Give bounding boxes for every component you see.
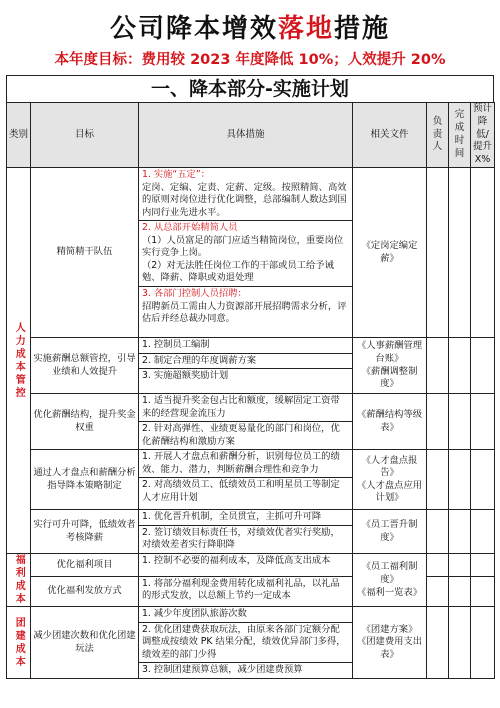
empty-cell <box>427 510 449 554</box>
empty-cell <box>427 450 449 510</box>
measure-item <box>139 554 352 569</box>
annual-goal: 本年度目标：费用较 2023 年度降低 10%；人效提升 20% <box>54 52 446 68</box>
docs-cell: 《定岗定编定薪》 <box>353 168 427 338</box>
target-cell: 实施薪酬总额管控，引导业绩和人效提升 <box>31 338 139 394</box>
measure-body: 2. 签订绩效目标责任书，对绩效优者实行奖励，对绩效差者实行降职降 <box>142 526 340 551</box>
measures-cell <box>139 576 353 607</box>
measure-item <box>139 510 352 526</box>
title-accent: 落地 <box>277 14 334 44</box>
empty-cell <box>471 338 495 394</box>
docs-cell: 《薪酬结构等级表》 <box>353 394 427 450</box>
empty-cell <box>471 394 495 450</box>
empty-cell <box>471 576 495 607</box>
empty-cell <box>449 394 471 450</box>
measures-cell <box>139 394 353 450</box>
measures-cell <box>139 607 353 679</box>
measure-body: 3. 实施超额奖励计划 <box>142 370 229 382</box>
measure-item <box>139 287 352 327</box>
empty-cell <box>449 168 471 338</box>
measure-item <box>139 663 352 678</box>
measure-body: 1. 将部分福利现金费用转化成福利礼品，以礼品的形式发放，以总额上节约一定成本 <box>142 577 340 602</box>
docs-cell: 《人事薪酬管理台账》 《薪酬调整制度》 <box>353 338 427 394</box>
table-row <box>7 510 495 554</box>
docs-cell: 《团建方案》 《团建费用支出表》 <box>353 607 427 679</box>
empty-cell <box>427 394 449 450</box>
table-row <box>7 554 495 576</box>
header-target: 目标 <box>31 103 139 168</box>
empty-cell <box>471 607 495 679</box>
measure-item <box>139 354 352 370</box>
measure-item <box>139 394 352 422</box>
measure-body: （1）人员富足的部门应适当精简岗位，重要岗位实行竞争上岗。 （2）对无法胜任岗位工作的干部或员工给予诫勉、降薪、降职或劝退处理 <box>142 234 344 284</box>
measures-cell <box>139 554 353 576</box>
measure-item <box>139 607 352 623</box>
empty-cell <box>449 510 471 554</box>
measure-item <box>139 422 352 449</box>
table-row <box>7 450 495 510</box>
measure-body: 1. 开展人才盘点和薪酬分析，识别每位员工的绩效、能力、潜力，判断薪酬合理性和竞争力 <box>142 451 340 475</box>
page-title <box>0 0 500 48</box>
target-cell: 优化福利发放方式 <box>31 576 139 607</box>
empty-cell <box>449 338 471 394</box>
measure-head: 2. 从总部开始精简人员 <box>142 222 238 234</box>
measure-body: 2. 针对高弹性、业绩更易量化的部门和岗位，优化薪酬结构和激励方案 <box>142 423 340 447</box>
empty-cell <box>449 576 471 607</box>
measure-body: 1. 控制不必要的福利成本，及降低高支出成本 <box>142 555 331 567</box>
target-cell: 优化福利项目 <box>31 554 139 576</box>
table-header-row <box>7 103 495 168</box>
empty-cell <box>427 576 449 607</box>
table-row <box>7 394 495 450</box>
empty-cell <box>427 554 449 576</box>
measure-item <box>139 168 352 221</box>
table-row <box>7 168 495 338</box>
target-cell: 通过人才盘点和薪酬分析指导降本策略制定 <box>31 450 139 510</box>
measure-body: 1. 减少年度团队旅游次数 <box>142 608 247 620</box>
measure-body: 3. 控制团建预算总额，减少团建费预算 <box>142 664 303 676</box>
measures-cell <box>139 168 353 338</box>
target-cell: 优化薪酬结构，提升奖金权重 <box>31 394 139 450</box>
category-cell: 福利成本 <box>7 554 31 607</box>
empty-cell <box>427 338 449 394</box>
measure-item <box>139 450 352 478</box>
table-row <box>7 607 495 679</box>
empty-cell <box>427 607 449 679</box>
measure-body: 1. 适当提升奖金包占比和额度，缓解固定工资带来的经营现金流压力 <box>142 395 340 419</box>
empty-cell <box>471 450 495 510</box>
measures-cell <box>139 510 353 554</box>
empty-cell <box>449 450 471 510</box>
table-row <box>7 338 495 394</box>
header-deadline: 完成时间 <box>449 103 471 168</box>
docs-cell: 《员工晋升制度》 <box>353 510 427 554</box>
plan-table <box>6 102 495 679</box>
measure-body: 1. 优化晋升机制，全员贯宣，主抓可升可降 <box>142 511 322 523</box>
docs-cell: 《人才盘点报告》 《人才盘点应用计划》 <box>353 450 427 510</box>
measure-body: 定岗、定编、定责、定薪、定级。按照精简、高效的原则对岗位进行优化调整，总部编制人数达到国内同行业先进水平。 <box>142 181 347 218</box>
empty-cell <box>449 607 471 679</box>
measure-body: 1. 控制员工编制 <box>142 339 210 351</box>
measure-item <box>139 221 352 287</box>
title-part1: 公司降本增效 <box>109 14 278 44</box>
header-measures: 具体措施 <box>139 103 353 168</box>
measure-head: 3. 各部门控制人员招聘： <box>142 287 247 299</box>
measure-item <box>139 369 352 384</box>
target-cell: 实行可升可降，低绩效者考核降薪 <box>31 510 139 554</box>
empty-cell <box>471 510 495 554</box>
category-cell: 人力成本管控 <box>7 168 31 554</box>
docs-cell: 《员工福利制度》 《福利一览表》 <box>353 554 427 607</box>
measure-item <box>139 338 352 354</box>
target-cell: 减少团建次数和优化团建玩法 <box>31 607 139 679</box>
header-reduction: 预计降低/提升X% <box>471 103 495 168</box>
empty-cell <box>471 554 495 576</box>
title-part2: 措施 <box>334 14 391 44</box>
measure-body: 2. 对高绩效员工、低绩效员工和明星员工等制定人才应用计划 <box>142 479 340 503</box>
header-owner: 负责人 <box>427 103 449 168</box>
measure-head: 1. 实施“五定”： <box>142 169 210 181</box>
empty-cell <box>427 168 449 338</box>
category-cell: 团建成本 <box>7 607 31 679</box>
header-category: 类别 <box>7 103 31 168</box>
header-docs: 相关文件 <box>353 103 427 168</box>
measures-cell <box>139 450 353 510</box>
measure-item <box>139 577 352 604</box>
target-cell: 精简精干队伍 <box>31 168 139 338</box>
measure-body: 2. 优化团建费获取玩法，由原来各部门定额分配调整成按绩效 PK 结果分配，绩效优异部门多得，绩效差的部门少得 <box>142 623 346 660</box>
section-heading: 一、降本部分-实施计划 <box>6 75 494 102</box>
measure-body: 2. 制定合理的年度调薪方案 <box>142 354 257 366</box>
empty-cell <box>449 554 471 576</box>
measure-item <box>139 478 352 505</box>
measure-body: 招聘新员工需由人力资源部开展招聘需求分析，评估后并经总裁办同意。 <box>142 300 347 325</box>
measures-cell <box>139 338 353 394</box>
measure-item <box>139 526 352 553</box>
measure-item <box>139 623 352 664</box>
empty-cell <box>471 168 495 338</box>
